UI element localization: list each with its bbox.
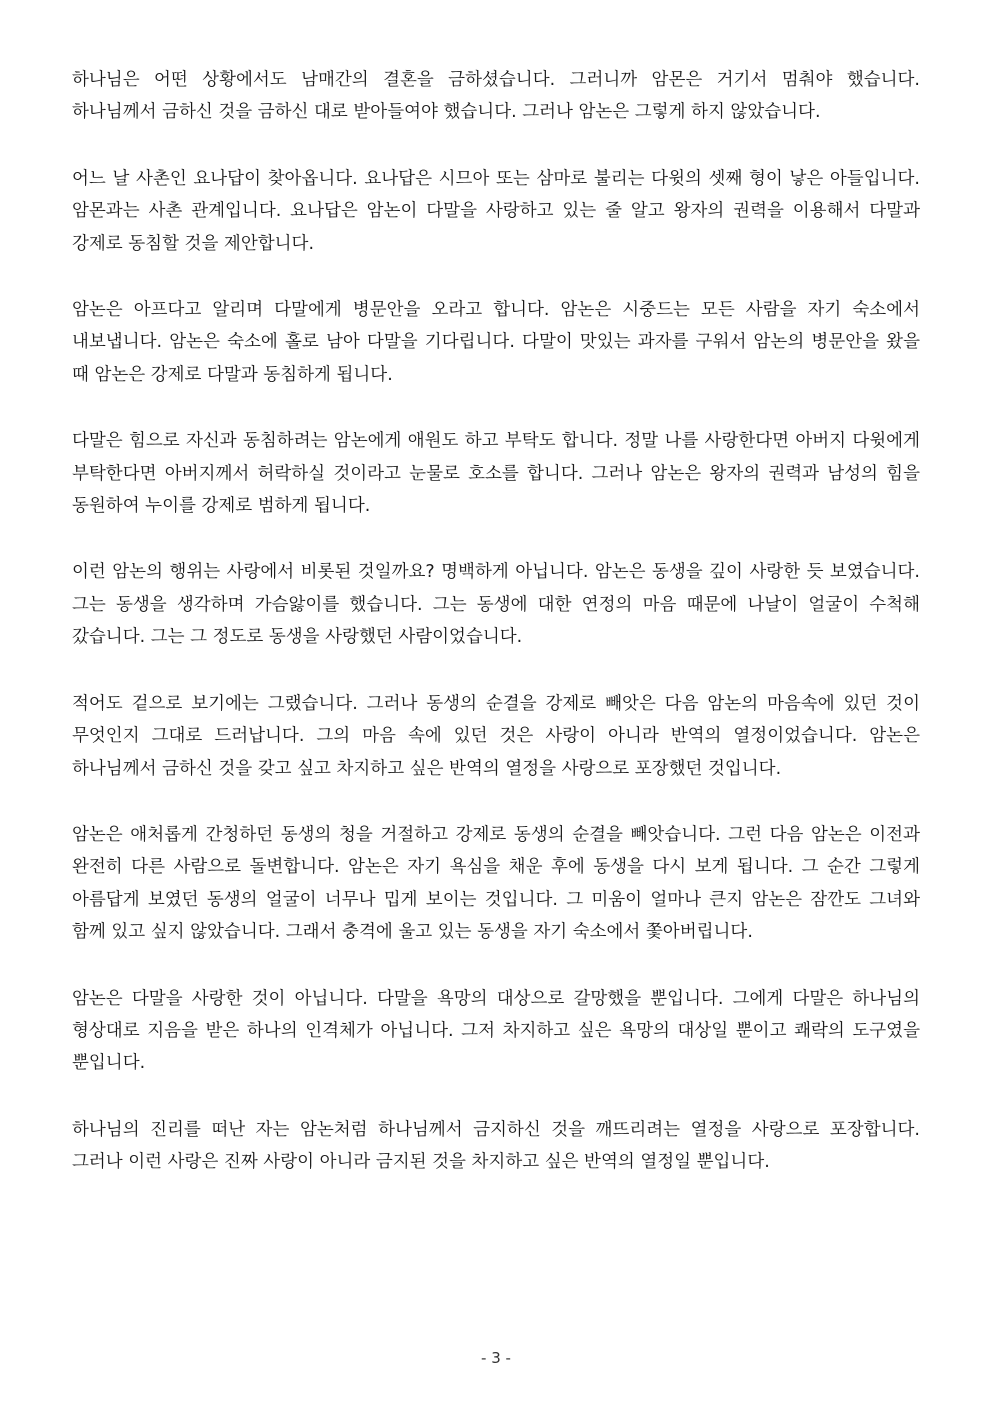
paragraph-7: 암논은 애처롭게 간청하던 동생의 청을 거절하고 강제로 동생의 순결을 빼앗습니다. 그런 다음 암논은 이전과 완전히 다른 사람으로 돌변합니다. 암논은 자기 욕심을 채운 후에 동생을 다시 보게 됩니다. 그 순간 그렇게 아름답게 보였던 동생의 얼굴이 너무나 밉게 보이는 것입니다. 그 미움이 얼마나 큰지 암논은 잠깐도 그녀와 함께 있고 싶지 않았습니다. 그래서 충격에 울고 있는 동생을 자기 숙소에서 쫓아버립니다. [72, 824, 920, 943]
paragraph-2: 어느 날 사촌인 요나답이 찾아옵니다. 요나답은 시므아 또는 삼마로 불리는 다윗의 셋째 형이 낳은 아들입니다. 암몬과는 사촌 관계입니다. 요나답은 암논이 다말을 사랑하고 있는 줄 알고 왕자의 권력을 이용해서 다말과 강제로 동침할 것을 제안합니다. [72, 168, 920, 254]
document-body [72, 64, 920, 1213]
paragraph-6: 적어도 겉으로 보기에는 그랬습니다. 그러나 동생의 순결을 강제로 빼앗은 다음 암논의 마음속에 있던 것이 무엇인지 그대로 드러납니다. 그의 마음 속에 있던 것은 사랑이 아니라 반역의 열정이었습니다. 암논은 하나님께서 금하신 것을 갖고 싶고 차지하고 싶은 반역의 열정을 사랑으로 포장했던 것입니다. [72, 693, 920, 779]
paragraph-9: 하나님의 진리를 떠난 자는 암논처럼 하나님께서 금지하신 것을 깨뜨리려는 열정을 사랑으로 포장합니다. 그러나 이런 사랑은 진짜 사랑이 아니라 금지된 것을 차지하고 싶은 반역의 열정일 뿐입니다. [72, 1119, 920, 1173]
paragraph-8: 암논은 다말을 사랑한 것이 아닙니다. 다말을 욕망의 대상으로 갈망했을 뿐입니다. 그에게 다말은 하나님의 형상대로 지음을 받은 하나의 인격체가 아닙니다. 그저 차지하고 싶은 욕망의 대상일 뿐이고 쾌락의 도구였을 뿐입니다. [72, 988, 920, 1074]
page-number: - 3 - [481, 1349, 511, 1367]
paragraph-4: 다말은 힘으로 자신과 동침하려는 암논에게 애원도 하고 부탁도 합니다. 정말 나를 사랑한다면 아버지 다윗에게 부탁한다면 아버지께서 허락하실 것이라고 눈물로 호소를 합니다. 그러나 암논은 왕자의 권력과 남성의 힘을 동원하여 누이를 강제로 범하게 됩니다. [72, 431, 920, 517]
paragraph-1: 하나님은 어떤 상황에서도 남매간의 결혼을 금하셨습니다. 그러니까 암몬은 거기서 멈춰야 했습니다. 하나님께서 금하신 것을 금하신 대로 받아들여야 했습니다. 그러나 암논은 그렇게 하지 않았습니다. [72, 70, 920, 123]
paragraph-5: 이런 암논의 행위는 사랑에서 비롯된 것일까요? 명백하게 아닙니다. 암논은 동생을 깊이 사랑한 듯 보였습니다. 그는 동생을 생각하며 가슴앓이를 했습니다. 그는 동생에 대한 연정의 마음 때문에 나날이 얼굴이 수척해 갔습니다. 그는 그 정도로 동생을 사랑했던 사람이었습니다. [72, 562, 920, 648]
paragraph-3: 암논은 아프다고 알리며 다말에게 병문안을 오라고 합니다. 암논은 시중드는 모든 사람을 자기 숙소에서 내보냅니다. 암논은 숙소에 홀로 남아 다말을 기다립니다. 다말이 맛있는 과자를 구워서 암논의 병문안을 왔을 때 암논은 강제로 다말과 동침하게 됩니다. [72, 300, 920, 385]
